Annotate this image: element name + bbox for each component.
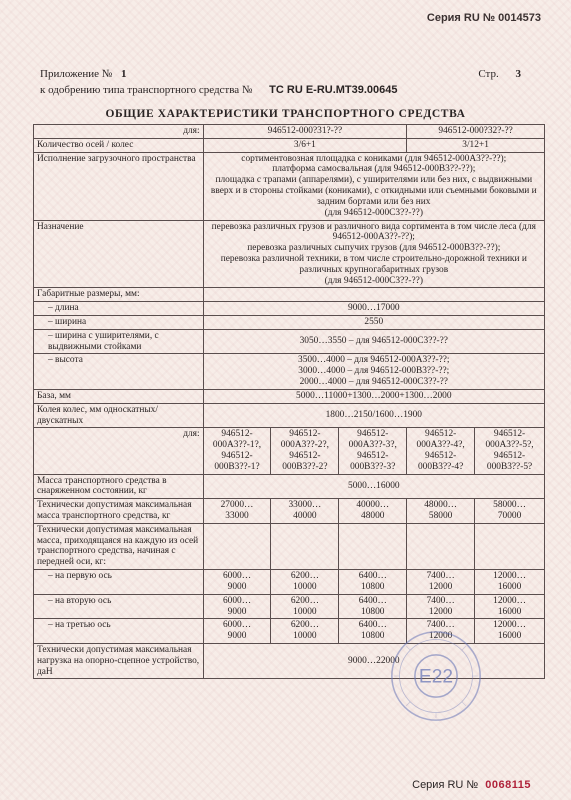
- variant-line: 000А3??-2?,: [280, 440, 329, 451]
- axle3-cell: [271, 619, 339, 644]
- characteristics-table: [33, 124, 545, 679]
- table-row: [34, 523, 545, 569]
- variant-line: 000А3??-4?,: [416, 440, 465, 451]
- base-value: 5000…11000+1300…2000+1300…2000: [203, 389, 544, 403]
- coupling-value: 9000…22000: [203, 643, 544, 678]
- curb-mass-label: Масса транспортного средства в снаряженном состоянии, кг: [34, 474, 204, 499]
- value-line: 16000: [497, 581, 522, 592]
- axle1-cell: [475, 570, 545, 595]
- value-line: 33000: [225, 511, 249, 521]
- purpose-line: перевозка различных грузов и различного вида сортимента в том числе леса (для 946512-000А3??-??);: [211, 221, 536, 243]
- value-line: 9000: [227, 631, 247, 642]
- table-row: [34, 329, 545, 354]
- width-ext-label: – ширина с уширителями, с выдвижными стойками: [34, 329, 204, 354]
- variant-line: 946512-: [357, 429, 389, 440]
- series-number: 0068115: [485, 779, 531, 791]
- empty-cell: [339, 523, 407, 569]
- value-line: 6000…: [222, 595, 252, 606]
- variant-line: 946512-: [493, 429, 526, 440]
- value-line: 7400…: [426, 571, 455, 582]
- value-line: 9000: [227, 606, 247, 617]
- value-line: 12000: [428, 631, 453, 642]
- width-ext-value: 3050…3550 – для 946512-000С3??-??: [203, 329, 544, 354]
- variant-line: 000В3??-1?: [214, 461, 260, 472]
- value-line: 12000…: [493, 620, 526, 631]
- gross-cell: [475, 499, 545, 524]
- table-row: [34, 570, 545, 595]
- axle1-cell: [339, 570, 407, 595]
- stamp-mark: E22: [418, 666, 454, 688]
- variant-cell: [271, 428, 339, 474]
- cargo-label: Исполнение загрузочного пространства: [34, 152, 204, 220]
- cargo-value: [203, 152, 544, 220]
- variant-line: 000В3??-3?: [350, 461, 396, 472]
- page-number: 3: [515, 68, 521, 80]
- variant-line: 946512-: [221, 429, 253, 440]
- variant-line: 946512-: [221, 450, 253, 461]
- base-label: База, мм: [34, 389, 204, 403]
- value-line: 6200…: [290, 620, 319, 631]
- variant-line: 946512-: [289, 450, 321, 461]
- series-number-top: Серия RU № 0014573: [426, 12, 541, 24]
- value-line: 40000: [293, 511, 317, 521]
- axle3-cell: [407, 619, 475, 644]
- variant-line: 000А3??-1?,: [212, 440, 262, 451]
- height-line: 2000…4000 – для 946512-000С3??-??: [299, 377, 448, 388]
- dimensions-empty: [203, 288, 544, 302]
- purpose-label: Назначение: [34, 220, 204, 288]
- value-line: 48000…: [424, 500, 458, 511]
- variant-line: 000В3??-5?: [486, 461, 533, 472]
- gross-mass-label: Технически допустимая максимальная масса транспортного средства, кг: [34, 499, 204, 524]
- axle2-cell: [271, 594, 339, 619]
- value-line: 10800: [361, 581, 385, 592]
- gross-cell: [271, 499, 339, 524]
- axle3-cell: [339, 619, 407, 644]
- cargo-line: площадка с трапами (аппарелями), с уширителями или без них, с выдвижными вверх и в стороны стойками (кониками), с откидными или съемными боковыми и задним бортами или без них: [210, 175, 537, 207]
- axle3-cell: [203, 619, 271, 644]
- value-line: 6200…: [290, 571, 319, 582]
- gross-cell: [203, 499, 271, 524]
- axle3-cell: [475, 619, 545, 644]
- value-line: 12000: [428, 606, 453, 617]
- table-row: [34, 302, 545, 316]
- empty-cell: [203, 523, 271, 569]
- value-line: 6400…: [358, 620, 387, 631]
- axles-b: 3/12+1: [407, 138, 545, 152]
- annex-number: 1: [121, 68, 127, 80]
- value-line: 70000: [497, 511, 522, 521]
- axle-load-label: Технически допустимая максимальная масса, приходящаяся на каждую из осей транспортного средства, начиная с передней оси, кг:: [34, 523, 204, 569]
- series-label: Серия RU №: [412, 779, 479, 791]
- value-line: 10000: [293, 631, 317, 642]
- curb-mass-value: 5000…16000: [203, 474, 544, 499]
- variant-line: 946512-: [425, 450, 457, 461]
- series-number-bottom: [412, 779, 531, 791]
- table-row: [34, 499, 545, 524]
- empty-cell: [407, 523, 475, 569]
- width-value: 2550: [203, 316, 544, 330]
- axle2-cell: [407, 594, 475, 619]
- models-label: для:: [34, 125, 204, 139]
- gross-cell: [407, 499, 475, 524]
- value-line: 7400…: [426, 620, 455, 631]
- variant-line: 946512-: [425, 429, 457, 440]
- height-line: 3000…4000 – для 946512-000В3??-??;: [298, 366, 450, 377]
- value-line: 6200…: [290, 595, 319, 606]
- axle1-cell: [203, 570, 271, 595]
- variant-line: 946512-: [357, 450, 389, 461]
- variant-line: 000В3??-2?: [282, 461, 328, 472]
- table-row: [34, 316, 545, 330]
- approval-line: [40, 84, 398, 96]
- variant-cell: [203, 428, 271, 474]
- variant-cell: [407, 428, 475, 474]
- value-line: 6400…: [358, 571, 387, 582]
- value-line: 40000…: [356, 500, 390, 511]
- page-label: Стр.: [478, 68, 499, 80]
- gross-cell: [339, 499, 407, 524]
- purpose-line: (для 946512-000С3??-??): [324, 275, 423, 286]
- axle2-cell: [475, 594, 545, 619]
- empty-cell: [271, 523, 339, 569]
- axle1-cell: [271, 570, 339, 595]
- table-row: [34, 389, 545, 403]
- table-row: [34, 152, 545, 220]
- table-row: [34, 428, 545, 474]
- table-row: [34, 594, 545, 619]
- table-row: [34, 643, 545, 678]
- width-label: – ширина: [34, 316, 204, 330]
- approval-label: к одобрению типа транспортного средства №: [40, 84, 253, 96]
- variant-cell: [339, 428, 407, 474]
- page-number-line: [478, 68, 521, 80]
- table-row: [34, 125, 545, 139]
- table-row: [34, 403, 545, 428]
- value-line: 6000…: [222, 571, 252, 582]
- model-b: 946512-000?32?-??: [407, 125, 545, 139]
- axles-label: Количество осей / колес: [34, 138, 204, 152]
- value-line: 6000…: [222, 620, 252, 631]
- cargo-line: сортиментовозная площадка с кониками (для 946512-000А3??-??);: [241, 153, 507, 164]
- variant-line: 946512-: [493, 450, 526, 461]
- value-line: 6400…: [358, 595, 387, 606]
- height-label: – высота: [34, 354, 204, 389]
- annex-label: Приложение №: [40, 68, 113, 80]
- coupling-label: Технически допустимая максимальная нагрузка на опорно-сцепное устройство, даН: [34, 643, 204, 678]
- value-line: 7400…: [426, 595, 455, 606]
- table-row: [34, 354, 545, 389]
- value-line: 10000: [293, 581, 317, 592]
- value-line: 48000: [361, 511, 385, 521]
- axle2-label: – на вторую ось: [34, 594, 204, 619]
- dimensions-label: Габаритные размеры, мм:: [34, 288, 204, 302]
- table-row: [34, 138, 545, 152]
- variant-line: 000В3??-4?: [417, 461, 464, 472]
- axle2-cell: [339, 594, 407, 619]
- value-line: 27000…: [220, 500, 254, 511]
- value-line: 12000…: [493, 571, 526, 582]
- axle3-label: – на третью ось: [34, 619, 204, 644]
- value-line: 10800: [361, 606, 385, 617]
- track-label: Колея колес, мм односкатных/двускатных: [34, 403, 204, 428]
- annex-line: [40, 68, 127, 80]
- purpose-line: перевозка различных сыпучих грузов (для 946512-000В3??-??);: [247, 243, 501, 254]
- purpose-line: перевозка различной техники, в том числе строительно-дорожной техники и различных крупногабаритных грузов: [220, 253, 527, 275]
- track-value: 1800…2150/1600…1900: [203, 403, 544, 428]
- table-row: [34, 619, 545, 644]
- cargo-line: платформа самосвальная (для 946512-000В3??-??);: [272, 164, 476, 175]
- axle1-label: – на первую ось: [34, 570, 204, 595]
- value-line: 16000: [497, 631, 522, 642]
- table-row: [34, 220, 545, 288]
- variant-line: 000А3??-5?,: [485, 440, 534, 451]
- value-line: 16000: [497, 606, 522, 617]
- empty-cell: [475, 523, 545, 569]
- variant-line: 000А3??-3?,: [348, 440, 397, 451]
- variant-line: 946512-: [289, 429, 321, 440]
- approval-number: ТС RU E-RU.MT39.00645: [269, 84, 398, 96]
- value-line: 12000: [428, 581, 453, 592]
- axle1-cell: [407, 570, 475, 595]
- table-row: [34, 474, 545, 499]
- variants-label: для:: [34, 428, 204, 474]
- model-a: 946512-000?31?-??: [203, 125, 407, 139]
- axles-a: 3/6+1: [203, 138, 407, 152]
- axle2-cell: [203, 594, 271, 619]
- document-title: ОБЩИЕ ХАРАКТЕРИСТИКИ ТРАНСПОРТНОГО СРЕДСТВА: [105, 108, 466, 120]
- value-line: 58000: [428, 511, 453, 521]
- height-line: 3500…4000 – для 946512-000А3??-??;: [298, 355, 450, 366]
- value-line: 10800: [361, 631, 385, 642]
- table-row: [34, 288, 545, 302]
- value-line: 12000…: [493, 595, 526, 606]
- purpose-value: [203, 220, 544, 288]
- height-value: [203, 354, 544, 389]
- length-value: 9000…17000: [203, 302, 544, 316]
- value-line: 10000: [293, 606, 317, 617]
- cargo-line: (для 946512-000С3??-??): [324, 207, 423, 218]
- value-line: 33000…: [288, 500, 322, 511]
- value-line: 9000: [227, 581, 247, 592]
- length-label: – длина: [34, 302, 204, 316]
- value-line: 58000…: [493, 500, 526, 511]
- variant-cell: [475, 428, 545, 474]
